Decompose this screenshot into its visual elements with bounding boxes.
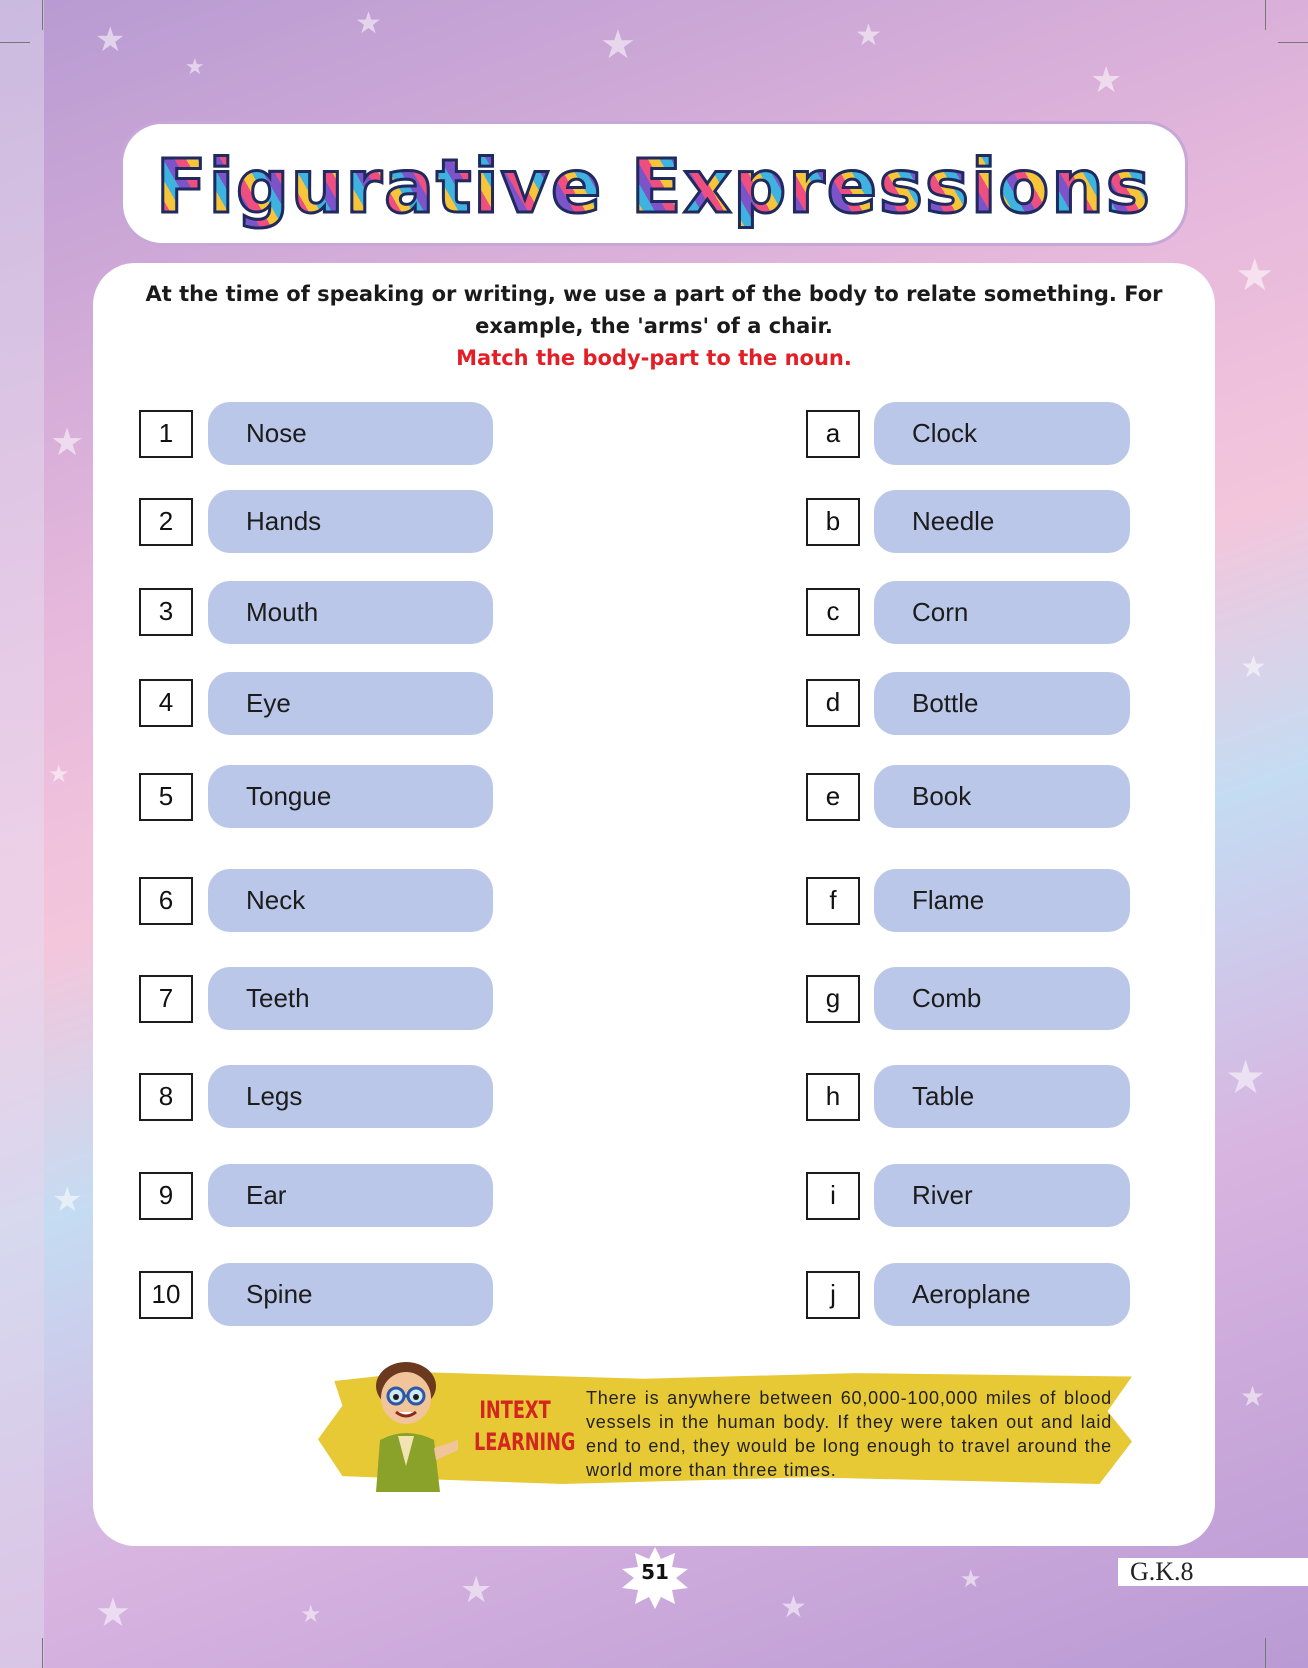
body-part-number: 2 (139, 498, 193, 546)
noun-letter: i (806, 1172, 860, 1220)
body-part-pill: Mouth (208, 581, 493, 644)
noun-pill: Book (874, 765, 1130, 828)
noun-letter: c (806, 588, 860, 636)
body-part-number: 9 (139, 1172, 193, 1220)
crop-mark (1265, 0, 1266, 30)
body-part-pill: Legs (208, 1065, 493, 1128)
noun-pill: Clock (874, 402, 1130, 465)
intext-learning-label (474, 1394, 576, 1458)
boy-mascot-icon (354, 1356, 459, 1492)
page-title: Figurative Expressions (123, 144, 1185, 230)
body-part-pill: Ear (208, 1164, 493, 1227)
noun-pill: Bottle (874, 672, 1130, 735)
intext-fact-text: There is anywhere between 60,000-100,000 miles of blood vessels in the human body. If they were taken out and laid end to end, they would be long enough to travel around the world more than three times. (586, 1388, 1112, 1480)
instruction-text: Match the body-part to the noun. (456, 346, 852, 370)
noun-pill: Needle (874, 490, 1130, 553)
page-number: 51 (641, 1560, 669, 1584)
body-part-pill: Tongue (208, 765, 493, 828)
title-banner (120, 121, 1188, 246)
body-part-number: 6 (139, 877, 193, 925)
crop-mark (1265, 1638, 1266, 1668)
body-part-number: 3 (139, 588, 193, 636)
body-part-number: 10 (139, 1271, 193, 1319)
worksheet-card (93, 263, 1215, 1546)
intext-label-line1: INTEXT (479, 1396, 551, 1424)
noun-pill: Comb (874, 967, 1130, 1030)
body-part-pill: Eye (208, 672, 493, 735)
body-part-number: 5 (139, 773, 193, 821)
body-part-pill: Spine (208, 1263, 493, 1326)
body-part-number: 8 (139, 1073, 193, 1121)
crop-mark (0, 42, 30, 43)
noun-pill: Flame (874, 869, 1130, 932)
body-part-pill: Hands (208, 490, 493, 553)
crop-mark (42, 1638, 43, 1668)
body-part-pill: Teeth (208, 967, 493, 1030)
noun-letter: b (806, 498, 860, 546)
page-edge-strip (0, 0, 44, 1668)
noun-pill: Aeroplane (874, 1263, 1130, 1326)
body-part-number: 7 (139, 975, 193, 1023)
noun-letter: e (806, 773, 860, 821)
book-code-label: G.K.8 (1118, 1558, 1308, 1586)
noun-letter: d (806, 679, 860, 727)
intro-text: At the time of speaking or writing, we use a part of the body to relate something. For example, the 'arms' of a chair. (145, 282, 1163, 338)
noun-letter: f (806, 877, 860, 925)
body-part-pill: Neck (208, 869, 493, 932)
body-part-number: 4 (139, 679, 193, 727)
intext-label-line2: LEARNING (474, 1428, 576, 1456)
body-part-number: 1 (139, 410, 193, 458)
noun-letter: a (806, 410, 860, 458)
noun-pill: Corn (874, 581, 1130, 644)
noun-letter: g (806, 975, 860, 1023)
noun-pill: Table (874, 1065, 1130, 1128)
crop-mark (1278, 42, 1308, 43)
noun-letter: h (806, 1073, 860, 1121)
body-part-pill: Nose (208, 402, 493, 465)
noun-letter: j (806, 1271, 860, 1319)
crop-mark (42, 0, 43, 30)
noun-pill: River (874, 1164, 1130, 1227)
intext-learning-box (318, 1364, 1132, 1492)
